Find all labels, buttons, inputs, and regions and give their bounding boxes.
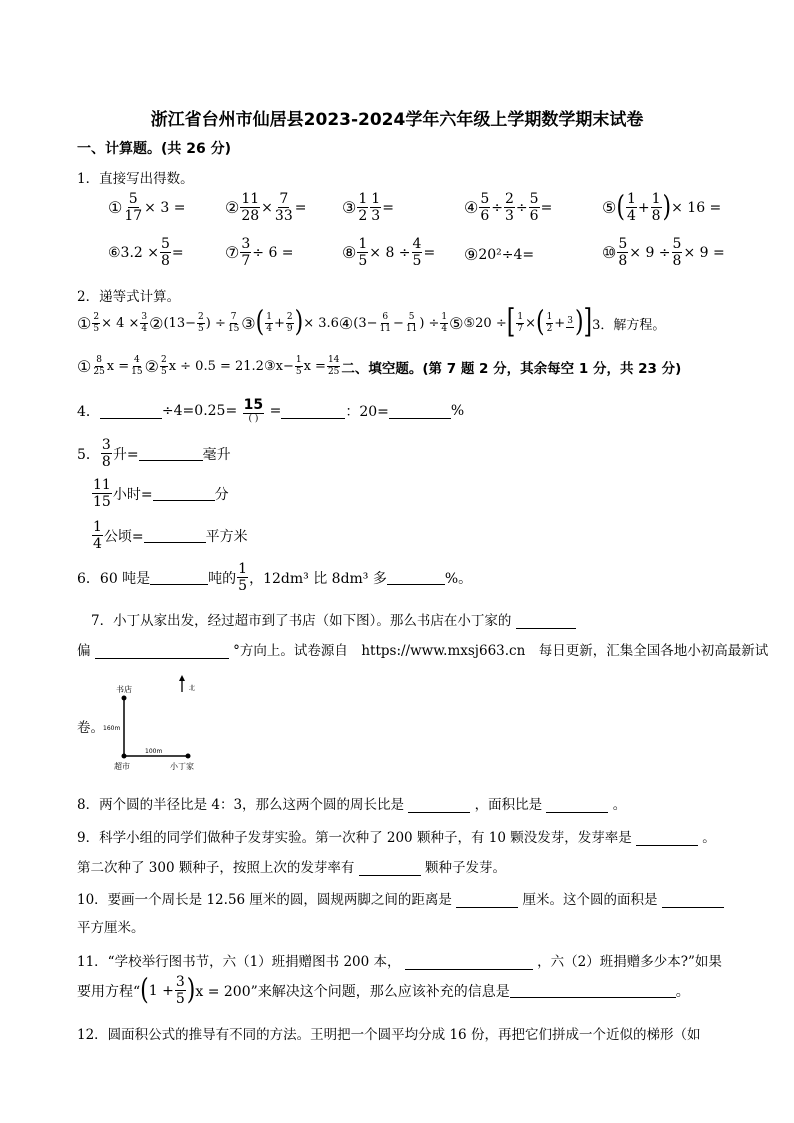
answer-blank[interactable]: [408, 798, 470, 813]
question-7-line-3: 卷。: [77, 720, 104, 736]
question-4: 4． ÷4=0.25= $\frac{15}{( )}$ = ：20= %: [77, 397, 465, 424]
bookstore-label: 书店: [116, 685, 132, 694]
section-1-heading: 一、计算题。(共 26 分): [77, 141, 232, 157]
distance-100-label: 100m: [145, 748, 163, 755]
question-6: 6．60 吨是 吨的 $\frac{1}{5}$ ，12dm³ 比 8dm³ 多 %。: [77, 561, 473, 594]
answer-blank[interactable]: [359, 861, 421, 876]
q3-equations: ① $\frac{8}{25}$ x = $\frac{4}{15}$ ② $\frac{2}{5}$ x ÷ 0.5 = 21.2③x− $\frac{1}{5}$ x = $\frac{14}{25}$ 二、填空题。(第 7 题 2 分，其余每空 1 分，共 23 分): [77, 355, 682, 377]
market-dot: [122, 754, 127, 759]
answer-blank[interactable]: [405, 955, 533, 970]
q1-item-8: ⑧ $\frac{1}{5}$ × 8 ÷ $\frac{4}{5}$ =: [342, 236, 436, 269]
question-5-line-3: $\frac{1}{4}$ 公顷= 平方米: [93, 519, 248, 552]
q1-item-7: ⑦ $\frac{3}{7}$ ÷ 6 =: [225, 236, 294, 269]
answer-blank[interactable]: [510, 983, 676, 998]
page-title: 浙江省台州市仙居县2023-2024学年六年级上学期数学期末试卷: [150, 110, 644, 130]
answer-blank[interactable]: [636, 831, 698, 846]
question-8: 8．两个圆的半径比是 4：3，那么这两个圆的周长比是 ，面积比是 。: [77, 797, 627, 813]
home-label: 小丁家: [170, 762, 194, 771]
q1-item-6: ⑥3.2 × $\frac{5}{8}$ =: [108, 236, 184, 269]
q1-item-10: ⑩ $\frac{5}{8}$ × 9 ÷ $\frac{5}{8}$ × 9 =: [602, 236, 725, 269]
question-11-line-2: 要用方程“ ( 1 + $\frac{3}{5}$ ) x = 200”来解决这个问题，那么应该补充的信息是 。: [77, 973, 690, 1007]
question-7-line-1: 7．小丁从家出发，经过超市到了书店（如下图）。那么书店在小丁家的: [91, 609, 576, 629]
question-2: 2．递等式计算。: [77, 289, 181, 305]
answer-blank[interactable]: [546, 798, 608, 813]
answer-blank[interactable]: [139, 446, 203, 461]
question-1: 1．直接写出得数。: [77, 171, 194, 187]
home-dot: [186, 754, 191, 759]
question-7-line-2: 偏 °方向上。试卷源自 https://www.mxsj663.cn 每日更新，汇集全国各地小初高最新试: [77, 643, 769, 659]
question-11-line-1: 11．“学校举行图书节，六（1）班捐赠图书 200 本， ，六（2）班捐赠多少本?”如果: [77, 954, 722, 970]
q1-item-1: ① $\frac{5}{17}$ × 3 =: [108, 191, 186, 224]
answer-blank[interactable]: [100, 404, 162, 419]
answer-blank[interactable]: [516, 614, 576, 629]
answer-blank[interactable]: [144, 528, 206, 543]
q2-expressions: ① $\frac{2}{5}$ × 4 × $\frac{3}{4}$ ② (13− $\frac{2}{5}$ ) ÷ $\frac{7}{15}$ ③ ( $\frac{1}{4}$ + $\frac{2}{9}$ ) × 3.6 ④ (3− $\frac{6}{11}$ − $\frac{5}{11}$ ) ÷ $\frac{1}{4}$ ⑤ ⑤20 ÷ [ $\frac{1}{7}$ × ( $\frac{1}{2}$ + 3 ) ] 3．解方程。: [77, 303, 666, 341]
answer-blank[interactable]: [150, 570, 208, 585]
question-10-line-2: 平方厘米。: [77, 920, 145, 936]
market-label: 超市: [114, 762, 130, 771]
q1-item-3: ③ $\frac{1}{2}$ $\frac{1}{3}$ =: [342, 191, 394, 224]
answer-blank[interactable]: [456, 893, 518, 908]
question-9-line-1: 9．科学小组的同学们做种子发芽实验。第一次种了 200 颗种子，有 10 颗没发芽，发芽率是 。: [77, 830, 716, 846]
question-5-line-2: $\frac{11}{15}$ 小时= 分: [93, 477, 229, 510]
question-10-line-1: 10．要画一个周长是 12.56 厘米的圆，圆规两脚之间的距离是 厘米。这个圆的面积是: [77, 888, 724, 908]
q1-item-2: ② $\frac{11}{28}$ × $\frac{7}{33}$ =: [225, 191, 307, 224]
section-2-heading: 二、填空题。(第 7 题 2 分，其余每空 1 分，共 23 分): [341, 360, 682, 377]
north-label: 北: [189, 685, 196, 692]
distance-160-label: 160m: [103, 725, 121, 732]
question-12: 12．圆面积公式的推导有不同的方法。王明把一个圆平均分成 16 份，再把它们拼成一个近似的梯形（如: [77, 1027, 701, 1043]
answer-blank[interactable]: [281, 404, 345, 419]
answer-blank[interactable]: [95, 644, 229, 659]
q1-item-5: ⑤ ( $\frac{1}{4}$ + $\frac{1}{8}$ ) × 16 =: [602, 190, 722, 224]
question-9-line-2: 第二次种了 300 颗种子，按照上次的发芽率有 颗种子发芽。: [77, 860, 506, 876]
route-diagram: [100, 672, 210, 782]
answer-blank[interactable]: [387, 570, 445, 585]
q1-item-4: ④ $\frac{5}{6}$ ÷ $\frac{2}{3}$ ÷ $\frac{5}{6}$ =: [464, 191, 553, 224]
question-5-line-1: 5． $\frac{3}{8}$ 升= 毫升: [77, 437, 231, 470]
north-arrow-head-icon: [179, 675, 185, 681]
answer-blank[interactable]: [389, 404, 451, 419]
q1-item-9: ⑨ 20²÷4=: [464, 245, 535, 264]
bookstore-dot: [122, 696, 127, 701]
answer-blank[interactable]: [153, 486, 215, 501]
answer-blank[interactable]: [662, 893, 724, 908]
